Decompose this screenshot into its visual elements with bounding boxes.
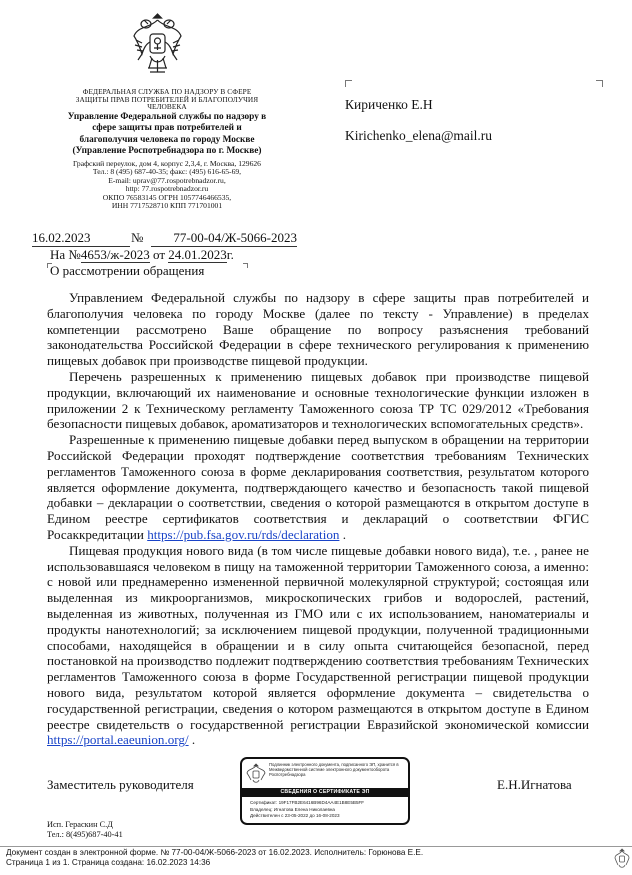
paragraph-2: Перечень разрешенных к применению пищевых добавок при производстве пищевой продукции, включающий их наименование и основные технологические функции изложен в приложении 2 к Техническому регламенту Таможенного союза ТР ТС 029/2012 «Требования безопасности пищевых добавок, ароматизаторов и технологических вспомогательных средств». xyxy=(47,368,589,432)
footer-divider xyxy=(0,846,632,847)
registration-date: 16.02.2023 xyxy=(32,230,130,247)
stamp-details xyxy=(250,800,364,820)
org-name-line: ЗАЩИТЫ ПРАВ ПОТРЕБИТЕЛЕЙ И БЛАГОПОЛУЧИЯ xyxy=(75,94,259,104)
reference-prefix: На № xyxy=(50,247,81,262)
executor-name: Исп. Гераскин С.Д xyxy=(47,820,113,829)
document-footer xyxy=(6,848,586,867)
org-department-line: сфере защиты прав потребителей и xyxy=(92,123,242,134)
corner-mark xyxy=(345,80,352,87)
recipient-email: Kirichenko_elena@mail.ru xyxy=(345,128,493,143)
reference-line xyxy=(50,247,234,263)
reference-date: 24.01.2023 xyxy=(168,247,227,262)
registration-number: 77-00-04/Ж-5066-2023 xyxy=(151,230,297,247)
org-name-line: ФЕДЕРАЛЬНАЯ СЛУЖБА ПО НАДЗОРУ В СФЕРЕ xyxy=(82,87,252,96)
org-department-line: (Управление Роспотребнадзора по г. Москве) xyxy=(72,146,262,157)
registration-number-label: № xyxy=(131,230,144,245)
stamp-validity: Действителен с 23-05-2022 до 16-08-2023 xyxy=(250,813,340,819)
signer-position: Заместитель руководителя xyxy=(47,777,194,792)
organization-header xyxy=(52,88,282,211)
eaeunion-portal-link[interactable]: https://portal.eaeunion.org/ xyxy=(47,732,189,748)
footer-line-2: Страница 1 из 1. Страница создана: 16.02.2023 14:36 xyxy=(6,857,211,867)
digital-signature-stamp xyxy=(240,757,410,825)
reference-suffix: г. xyxy=(226,247,234,262)
footer-emblem-icon xyxy=(614,848,630,870)
coat-of-arms-emblem xyxy=(130,10,185,82)
executor-phone: Тел.: 8(495)687-40-41 xyxy=(47,829,123,839)
executor-block xyxy=(47,820,123,840)
reference-mid: от xyxy=(149,247,169,262)
subject-text: О рассмотрении обращения xyxy=(50,263,205,278)
recipient-block xyxy=(345,80,603,170)
org-address-line: Графский переулок, дом 4, корпус 2,3,4, г. Москва, 129626 xyxy=(73,158,261,168)
reference-number: 4653/ж-2023 xyxy=(80,247,150,262)
paragraph-3-end: . xyxy=(339,526,346,542)
recipient-name: Кириченко Е.Н xyxy=(345,97,433,112)
paragraph-4 xyxy=(47,543,589,748)
stamp-emblem-icon xyxy=(246,762,266,786)
paragraph-4-text: Пищевая продукция нового вида (в том числе пищевые добавки нового вида), т.е. , ранее не использовавшаяся человеком в пищу на таможенной территории Таможенного союза, а именно: с новой или преднамеренно измененной первичной молекулярной структурой; состоящая или выделенная из микроорганизмов, микроскопических грибов и водорослей, растений, выделенная из животных, полученная из ГМО или с их использованием, наноматериалы и продукты нанотехнологий; за исключением пищевой продукции, полученной традиционными способами, находящейся в обращении и в силу опыта считающейся безопасной, перед постановкой на производство подлежит подтверждению соответствия требованиям Технических регламентов Таможенного союза в форме Государственной регистрации пищевой продукции нового вида, результатом которой является оформление документа – свидетельства о государственной регистрации, сведения о котором размещаются в открытом доступе в Едином реестре свидетельств о государственной регистрации Евразийской экономической комиссии xyxy=(47,542,589,732)
corner-mark xyxy=(243,263,248,268)
signer-name: Е.Н.Игнатова xyxy=(497,777,572,792)
corner-mark xyxy=(596,80,603,87)
fsa-declaration-link[interactable]: https://pub.fsa.gov.ru/rds/declaration xyxy=(147,526,340,542)
org-address-line: Тел.: 8 (495) 687-40-35; факс: (495) 616-65-69, xyxy=(92,167,242,177)
letter-body xyxy=(47,290,589,748)
footer-line-1: Документ создан в электронной форме. № 77-00-04/Ж-5066-2023 от 16.02.2023. Исполнитель: Горюнова Е.Е. xyxy=(6,848,424,857)
org-department-line: Управление Федеральной службы по надзору в xyxy=(67,111,267,122)
stamp-band: СВЕДЕНИЯ О СЕРТИФИКАТЕ ЭП xyxy=(242,788,408,797)
paragraph-3-text: Разрешенные к применению пищевые добавки перед выпуском в обращении на территории Российской Федерации проходят подтверждение соответствия требованиям Технических регламентов Таможенного союза в форме декларирования соответствия, результатом которого является оформление документа, подтверждающего качество и безопасность такой пищевой добавки – декларации о соответствии, сведения о которой размещаются в открытом доступе в Едином реестре сертификатов соответствия и деклараций о соответствии ФГИС Росаккредитации xyxy=(47,432,589,542)
paragraph-1: Управлением Федеральной службы по надзору в сфере защиты прав потребителей и благополучия человека по городу Москве (далее по тексту - Управление) в пределах компетенции рассмотрено Ваше обращение по вопросу разъяснения требований законодательства Российской Федерации в сфере технического регулирования к применению пищевых добавок при производстве пищевой продукции. xyxy=(47,290,589,369)
org-address-line: http: 77.rospotrebnadzor.ru xyxy=(125,184,209,194)
org-address-line: ИНН 7717528710 КПП 771701001 xyxy=(111,201,223,211)
org-department-line: благополучия человека по городу Москве xyxy=(79,134,255,145)
paragraph-4-end: . xyxy=(188,732,196,748)
subject-block xyxy=(47,263,248,280)
stamp-notice: Подлинник электронного документа, подписанного ЭП, хранится в Межведомственной системе электронного документооборота Роспотребнадзора xyxy=(269,762,399,777)
stamp-owner: Владелец: Игнатова Елена Николаевна xyxy=(250,806,335,812)
org-address-line: ОКПО 76583145 ОГРН 1057746466535, xyxy=(102,192,232,202)
org-name-line: ЧЕЛОВЕКА xyxy=(147,102,187,112)
stamp-certificate: Сертификат: 19F17FB2E6416B96D4AA4E1B8E5B5FF xyxy=(250,800,365,805)
org-address-line: E-mail: uprav@77.rospotrebnadzor.ru, xyxy=(108,175,226,185)
paragraph-3 xyxy=(47,432,589,543)
